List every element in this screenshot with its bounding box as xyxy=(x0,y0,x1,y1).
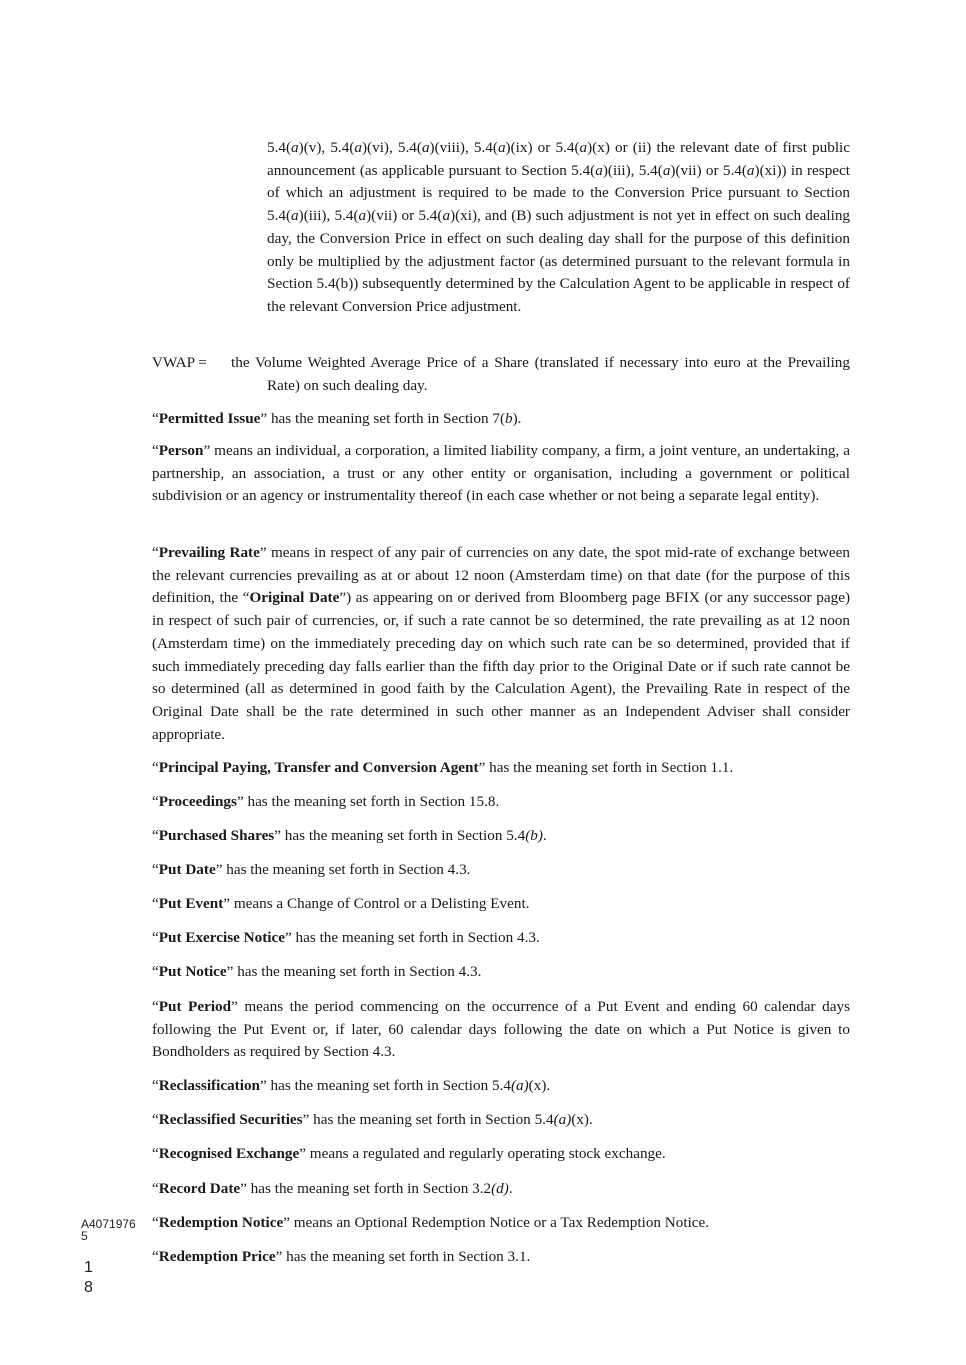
definition-principal-paying-agent: “Principal Paying, Transfer and Conversion Agent” has the meaning set forth in Section 1.1. xyxy=(152,759,734,776)
definition-put-period: “Put Period” means the period commencing on the occurrence of a Put Event and ending 60 calendar days following the Put Event or, if later, 60 calendar days following the date on which a Put Notice is given to Bondholders as required by Section 4.3. xyxy=(152,998,850,1061)
page-number-digit: 1 xyxy=(84,1259,93,1276)
document-id xyxy=(81,1218,136,1242)
definition-put-event: “Put Event” means a Change of Control or a Delisting Event. xyxy=(152,895,530,912)
definition-person: “Person” means an individual, a corporation, a limited liability company, a firm, a joint venture, an undertaking, a partnership, an association, a trust or any other entity or organisation, including a government or political subdivision or an agency or instrumentality thereof (in each case whether or not being a separate legal entity). xyxy=(152,442,850,505)
vwap-definition: the Volume Weighted Average Price of a Share (translated if necessary into euro at the Prevailing Rate) on such dealing day. xyxy=(231,354,850,394)
definition-prevailing-rate: “Prevailing Rate” means in respect of any pair of currencies on any date, the spot mid-rate of exchange between the relevant currencies prevailing as at or about 12 noon (Amsterdam time) on that date (for the purpose of this definition, the “Original Date”) as appearing on or derived from Bloomberg page BFIX (or any successor page) in respect of such pair of currencies, or, if such a rate cannot be so determined, the rate prevailing as at 12 noon (Amsterdam time) on the immediately preceding day on which such rate can be so determined, provided that if such immediately preceding day falls earlier than the fifth day prior to the Original Date or if such rate cannot be so determined (all as determined in good faith by the Calculation Agent), the Prevailing Rate in respect of the Original Date shall be the rate determined in such other manner as an Independent Adviser shall consider appropriate. xyxy=(152,544,850,743)
definition-put-notice: “Put Notice” has the meaning set forth in Section 4.3. xyxy=(152,963,482,980)
definition-purchased-shares: “Purchased Shares” has the meaning set forth in Section 5.4(b). xyxy=(152,827,547,844)
continuation-paragraph: 5.4(a)(v), 5.4(a)(vi), 5.4(a)(viii), 5.4(a)(ix) or 5.4(a)(x) or (ii) the relevant date of first public announcement (as applicable pursuant to Section 5.4(a)(iii), 5.4(a)(vii) or 5.4(a)(xi)) in respect of which an adjustment is required to be made to the Conversion Price pursuant to Section 5.4(a)(iii), 5.4(a)(vii) or 5.4(a)(xi), and (B) such adjustment is not yet in effect on such dealing day, the Conversion Price in effect on such dealing day shall for the purpose of this definition only be multiplied by the adjustment factor (as determined pursuant to the relevant formula in Section 5.4(b)) subsequently determined by the Calculation Agent to be applicable in respect of the relevant Conversion Price adjustment. xyxy=(267,139,851,315)
vwap-label: VWAP = xyxy=(152,354,207,371)
definition-redemption-price: “Redemption Price” has the meaning set forth in Section 3.1. xyxy=(152,1248,531,1265)
definition-put-exercise-notice: “Put Exercise Notice” has the meaning set forth in Section 4.3. xyxy=(152,929,540,946)
page-number xyxy=(84,1258,93,1296)
page-number-digit-cut: 8 xyxy=(84,1279,93,1296)
definition-proceedings: “Proceedings” has the meaning set forth in Section 15.8. xyxy=(152,793,500,810)
definition-put-date: “Put Date” has the meaning set forth in Section 4.3. xyxy=(152,861,471,878)
definition-recognised-exchange: “Recognised Exchange” means a regulated and regularly operating stock exchange. xyxy=(152,1145,666,1162)
definition-reclassified-securities: “Reclassified Securities” has the meaning set forth in Section 5.4(a)(x). xyxy=(152,1111,593,1128)
definition-permitted-issue: “Permitted Issue” has the meaning set forth in Section 7(b). xyxy=(152,410,522,427)
document-id-line1: A4071976 xyxy=(81,1217,136,1231)
definition-reclassification: “Reclassification” has the meaning set forth in Section 5.4(a)(x). xyxy=(152,1077,551,1094)
document-id-line2: 5 xyxy=(81,1229,88,1243)
definition-record-date: “Record Date” has the meaning set forth in Section 3.2(d). xyxy=(152,1180,513,1197)
definition-redemption-notice: “Redemption Notice” means an Optional Redemption Notice or a Tax Redemption Notice. xyxy=(152,1214,710,1231)
